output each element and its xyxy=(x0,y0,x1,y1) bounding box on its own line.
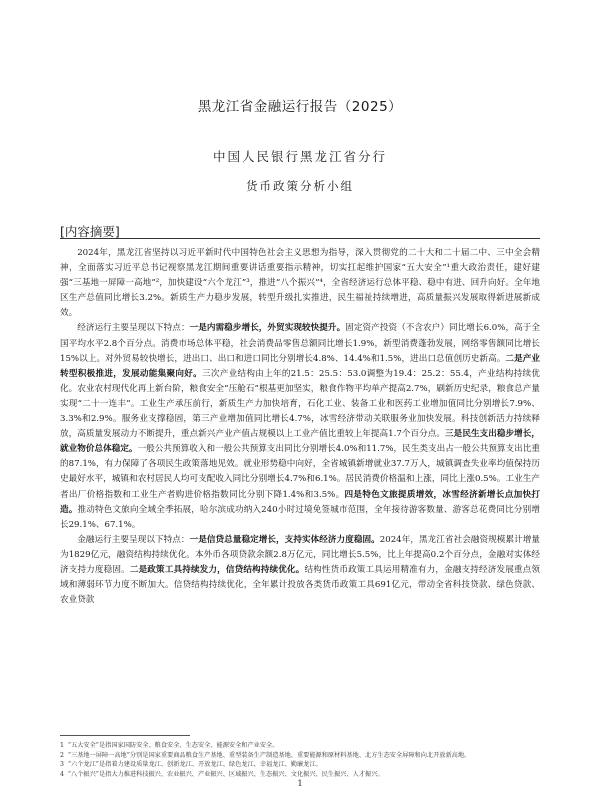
footnote-text: “三基地一屏障一高地”分别是国家重要商品粮食生产基地、重型装备生产制造基地、重要能源和原材料基地、北方生态安全屏障和向北开放新高地。 xyxy=(67,751,471,759)
economy-point-4-text: 推动特色文旅向全域全季拓展，哈尔滨成功纳入240小时过境免签城市范围，全年接待游客数量、游客总花费同比分别增长29.1%、67.1%。 xyxy=(60,504,540,530)
abstract-body xyxy=(60,246,540,608)
abstract-divider xyxy=(60,238,540,239)
finance-point-1-text: 2024年，黑龙江省社会融资规模累计增量为1829亿元，融资结构持续优化。本外币各项贷款余额2.8万亿元，同比增长5.5%，比上年提高0.2个百分点，金融对实体经济支持力度稳固。 xyxy=(60,534,540,575)
footnote-mark: 4 xyxy=(60,770,64,778)
economy-point-2-text: 三次产业结构由上年的21.5：25.5：53.0调整为19.4：25.2：55.4，产业结构持续优化。农业农村现代化再上新台阶，粮食安全“压舱石”根基更加坚实，粮食作物平均单产提高2.7%，刷新历史纪录，粮食总产量实现“二十一连丰”。工业生产承压前行，新质生产力加快培育，石化工业、装备工业和医药工业增加值同比分别增长7.9%、3.3%和2.9%。服务业支撑稳固，第三产业增加值同比增长4.7%，冰雪经济带动关联服务业加快发展。科技创新活力持续释放，高质量发展动力不断提升，重点新兴产业产值占规模以上工业产值比重较上年提高1.7个百分点。 xyxy=(60,368,540,440)
finance-point-1: 一是信贷总量稳定增长，支持实体经济力度稳固。 xyxy=(189,534,380,545)
footnote-text: “六个龙江”是指着力建设质量龙江、创新龙江、开放龙江、绿色龙江、幸福龙江、勤廉龙江。 xyxy=(67,761,322,768)
footnotes xyxy=(60,741,540,779)
finance-point-2: 二是政策工具持续发力，信贷结构持续优化。 xyxy=(129,564,305,575)
author-group: 货币政策分析小组 xyxy=(246,179,354,193)
economy-point-2: 二是产业转型积极推进，发展动能集聚向好。 xyxy=(60,353,540,379)
issuing-organization: 中国人民银行黑龙江省分行 xyxy=(212,149,387,164)
economy-point-3: 三是民生支出稳步增长，就业物价总体稳定。 xyxy=(60,429,540,455)
paragraph-overview: 2024年，黑龙江省坚持以习近平新时代中国特色社会主义思想为指导，深入贯彻党的二十大和二十届二中、三中全会精神，全面落实习近平总书记视察黑龙江期间重要讲话重要指示精神，切实扛起维护国家“五大安全”¹重大政治责任，建好建强“三基地一屏障一高地”²，加快建设“六个龙江”³，推进“八个振兴”⁴，全省经济运行总体平稳、稳中有进、回升向好。全年地区生产总值同比增长3.2%。新质生产力稳步发展，转型升级扎实推进，民生福祉持续增进，高质量振兴发展取得新进展新成效。 xyxy=(60,248,540,319)
footnote-text: “五大安全”是指国家国防安全、粮食安全、生态安全、能源安全和产业安全。 xyxy=(67,742,279,749)
paragraph-economy xyxy=(60,321,540,532)
economy-point-3-text: 一般公共预算收入和一般公共预算支出同比分别增长4.0%和11.7%，民生类支出占一般公共预算支出比重的87.1%，有力保障了各项民生政策落地见效。就业形势稳中向好，全省城镇新增就业37.7万人，城镇调查失业率均值保持历史最好水平，城镇和农村居民人均可支配收入同比分别增长4.7%和6.1%。居民消费价格温和上涨，同比上涨0.5%。工业生产者出厂价格指数和工业生产者购进价格指数同比分别下降1.4%和3.5%。 xyxy=(60,444,540,500)
footnote-mark: 2 xyxy=(60,751,64,759)
abstract-heading: [内容摘要] xyxy=(60,224,120,239)
economy-point-1: 一是内需稳步增长，外贸实现较快提升。 xyxy=(189,323,346,334)
finance-intro: 金融运行主要呈现以下特点： xyxy=(77,534,190,545)
economy-point-4: 四是特色文旅提质增效，冰雪经济新增长点加快打造。 xyxy=(60,489,540,515)
footnote-3 xyxy=(60,760,540,770)
economy-intro: 经济运行主要呈现以下特点： xyxy=(77,323,190,334)
report-title: 黑龙江省金融运行报告（2025） xyxy=(197,99,403,115)
footnote-mark: 1 xyxy=(60,742,64,749)
page-number: 1 xyxy=(297,779,303,788)
footnote-divider xyxy=(60,735,190,736)
footnote-mark: 3 xyxy=(60,761,64,768)
footnote-1 xyxy=(60,741,540,751)
paragraph-finance xyxy=(60,533,540,608)
economy-point-1-text: 固定资产投资（不含农户）同比增长6.0%，高于全国平均水平2.8个百分点。消费市场总体平稳，社会消费品零售总额同比增长1.9%，新型消费蓬勃发展，网络零售额同比增长15%以上。对外贸易较快增长，进出口、出口和进口同比分别增长4.8%、14.4%和1.5%，进出口总值创历史新高。 xyxy=(60,323,540,364)
finance-point-2-text: 结构性货币政策工具运用精准有力，金融支持经济发展重点领域和薄弱环节力度不断加大。信贷结构持续优化，全年累计投放各类货币政策工具691亿元，带动全省科技贷款、绿色贷款、农业贷款 xyxy=(60,564,540,606)
footnote-2 xyxy=(60,751,540,761)
footnote-4 xyxy=(60,770,540,780)
footnote-text: “八个振兴”是指大力推进科技振兴、农业振兴、产业振兴、区域振兴、生态振兴、文化振兴、民生振兴、人才振兴。 xyxy=(67,770,384,778)
